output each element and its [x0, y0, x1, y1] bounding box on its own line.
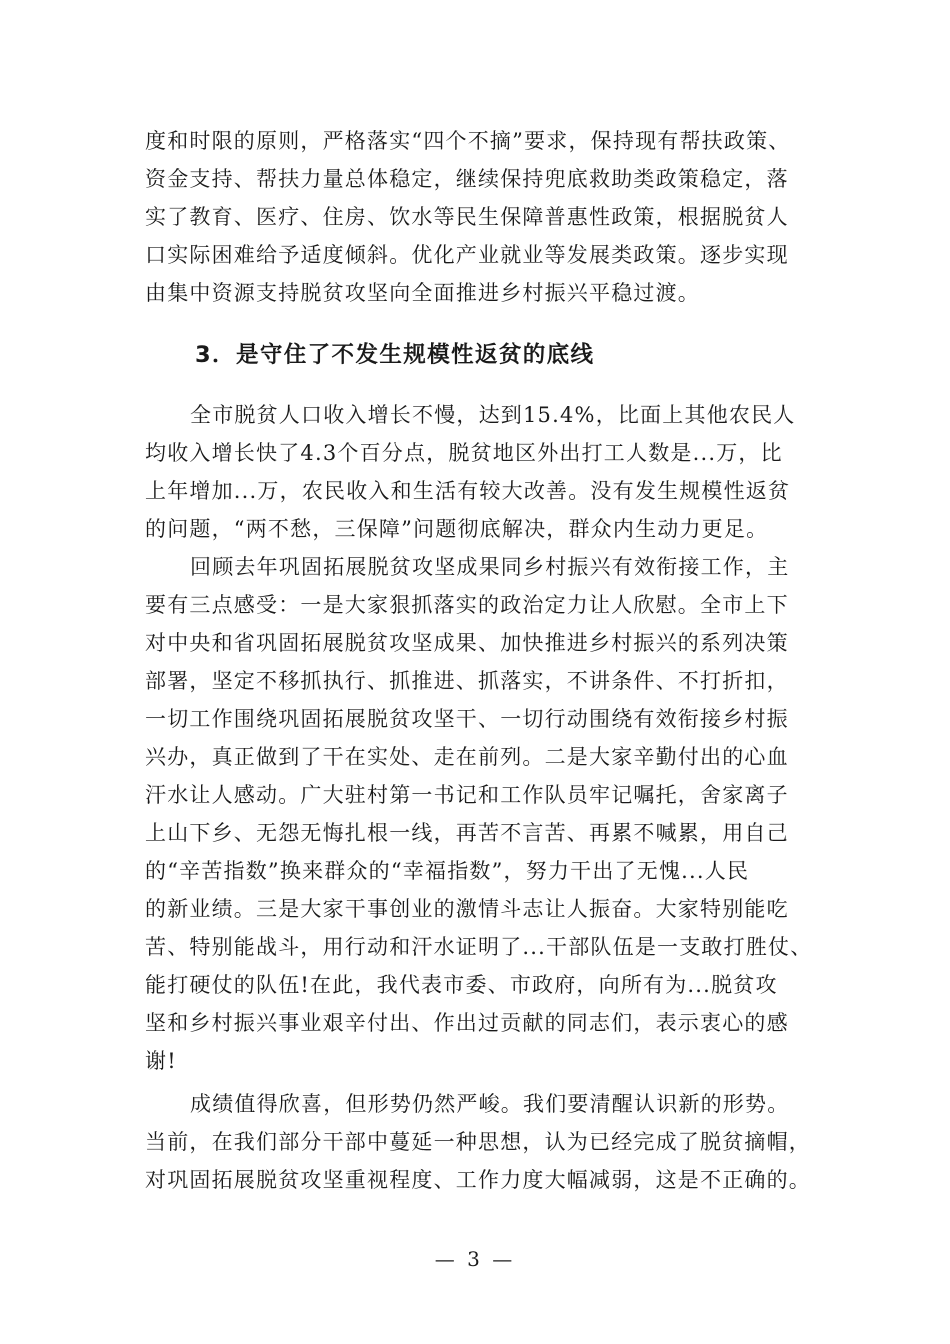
text-line: 能打硬仗的队伍!在此，我代表市委、市政府，向所有为...脱贫攻 [145, 973, 778, 997]
text-line: 对中央和省巩固拓展脱贫攻坚成果、加快推进乡村振兴的系列决策 [145, 631, 789, 655]
text-line: 上山下乡、无怨无悔扎根一线，再苦不言苦、再累不喊累，用自己 [145, 821, 789, 845]
text-line: 回顾去年巩固拓展脱贫攻坚成果同乡村振兴有效衔接工作，主 [190, 555, 790, 579]
text-line: 由集中资源支持脱贫攻坚向全面推进乡村振兴平稳过渡。 [145, 281, 700, 305]
text-line: 汗水让人感动。广大驻村第一书记和工作队员牢记嘱托，舍家离子 [145, 783, 789, 807]
text-line: 坚和乡村振兴事业艰辛付出、作出过贡献的同志们，表示衷心的感 [145, 1011, 789, 1035]
text-line: 苦、特别能战斗，用行动和汗水证明了...干部队伍是一支敢打胜仗、 [145, 935, 813, 959]
section-heading: 3．是守住了不发生规模性返贫的底线 [195, 342, 595, 368]
text-line: 全市脱贫人口收入增长不慢，达到15.4%，比面上其他农民人 [190, 403, 796, 427]
text-line: 对巩固拓展脱贫攻坚重视程度、工作力度大幅减弱，这是不正确的。 [145, 1168, 811, 1192]
text-line: 兴办，真正做到了干在实处、走在前列。二是大家辛勤付出的心血 [145, 745, 789, 769]
text-line: 的“辛苦指数”换来群众的“幸福指数”，努力干出了无愧...人民 [145, 859, 750, 883]
text-line: 度和时限的原则，严格落实“四个不摘”要求，保持现有帮扶政策、 [145, 129, 791, 153]
text-line: 口实际困难给予适度倾斜。优化产业就业等发展类政策。逐步实现 [145, 243, 789, 267]
text-line: 上年增加...万，农民收入和生活有较大改善。没有发生规模性返贫 [145, 479, 791, 503]
text-line: 一切工作围绕巩固拓展脱贫攻坚干、一切行动围绕有效衔接乡村振 [145, 707, 789, 731]
text-line: 要有三点感受：一是大家狠抓落实的政治定力让人欣慰。全市上下 [145, 593, 789, 617]
text-line: 实了教育、医疗、住房、饮水等民生保障普惠性政策，根据脱贫人 [145, 205, 789, 229]
text-line: 谢! [145, 1049, 177, 1073]
text-line: 均收入增长快了4.3个百分点，脱贫地区外出打工人数是...万，比 [145, 441, 783, 465]
text-line: 成绩值得欣喜，但形势仍然严峻。我们要清醒认识新的形势。 [190, 1092, 790, 1116]
text-line: 当前，在我们部分干部中蔓延一种思想，认为已经完成了脱贫摘帽， [145, 1130, 811, 1154]
page-number: — 3 — [434, 1247, 516, 1271]
text-line: 部署，坚定不移抓执行、抓推进、抓落实，不讲条件、不打折扣， [145, 669, 789, 693]
text-line: 的问题，“两不愁，三保障”问题彻底解决，群众内生动力更足。 [145, 517, 769, 541]
text-line: 资金支持、帮扶力量总体稳定，继续保持兜底救助类政策稳定，落 [145, 167, 789, 191]
text-line: 的新业绩。三是大家干事创业的激情斗志让人振奋。大家特别能吃 [145, 897, 789, 921]
